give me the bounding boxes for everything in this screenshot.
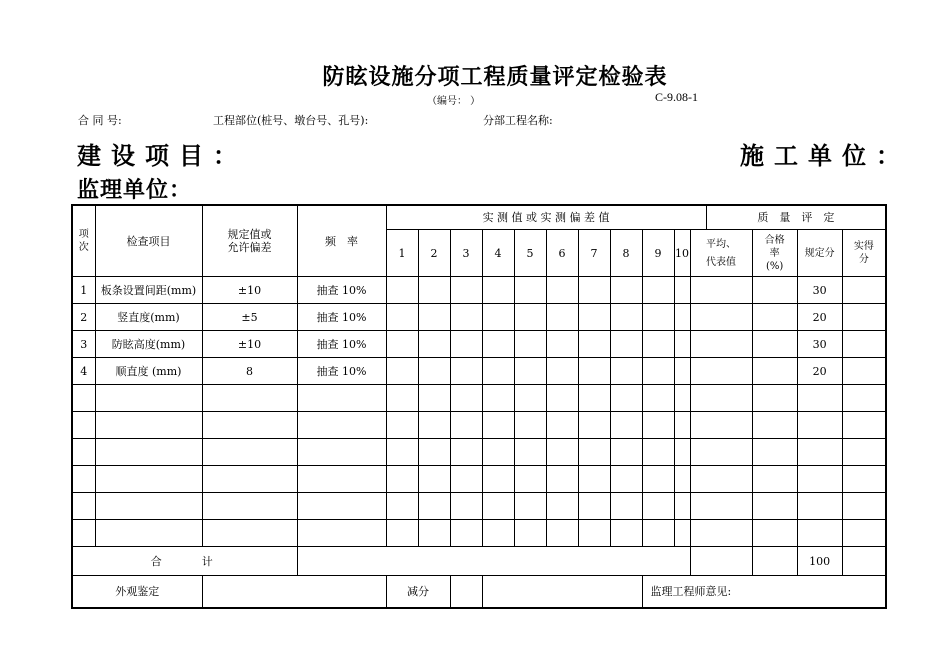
row-check-item: [95, 466, 202, 493]
header-pass-rate-line3: (%): [765, 260, 784, 272]
row-frequency: [297, 439, 386, 466]
row-measured-cell: [546, 412, 578, 439]
row-frequency: [297, 520, 386, 547]
header-average-line2: 代表值: [706, 256, 737, 268]
row-number: [72, 493, 95, 520]
row-pass-rate-cell: [752, 331, 797, 358]
row-average-cell: [690, 385, 752, 412]
row-average-cell: [690, 331, 752, 358]
row-standard-score: [797, 439, 842, 466]
row-measured-cell: [418, 304, 450, 331]
row-pass-rate-cell: [752, 358, 797, 385]
data-rows: [72, 277, 886, 547]
row-measured-cell: [450, 331, 482, 358]
table-row: [72, 493, 886, 520]
table-row: [72, 277, 886, 304]
row-pass-rate-cell: [752, 412, 797, 439]
row-measured-cell: [610, 466, 642, 493]
row-measured-cell: [386, 304, 418, 331]
row-check-item: 防眩高度(mm): [95, 331, 202, 358]
row-measured-cell: [482, 520, 514, 547]
row-number: 1: [72, 277, 95, 304]
row-measured-cell: [546, 385, 578, 412]
header-col-5: 5: [514, 230, 546, 277]
row-actual-score-cell: [842, 304, 886, 331]
deduct-value: [450, 576, 482, 609]
row-standard-score: [797, 466, 842, 493]
row-actual-score-cell: [842, 358, 886, 385]
header-average-line1: 平均、: [706, 238, 737, 250]
table-row: [72, 520, 886, 547]
row-measured-cell: [546, 439, 578, 466]
row-measured-cell: [386, 466, 418, 493]
total-measured-cell: [297, 547, 690, 576]
row-measured-cell: [514, 493, 546, 520]
row-average-cell: [690, 466, 752, 493]
row-standard-score: [797, 520, 842, 547]
row-measured-cell: [514, 412, 546, 439]
row-measured-cell: [450, 520, 482, 547]
row-measured-cell: [578, 331, 610, 358]
row-frequency: [297, 466, 386, 493]
row-measured-cell: [386, 277, 418, 304]
row-standard-score: [797, 412, 842, 439]
row-number: [72, 439, 95, 466]
row-measured-cell: [610, 385, 642, 412]
row-measured-cell: [546, 466, 578, 493]
row-measured-cell: [450, 304, 482, 331]
row-measured-cell: [418, 466, 450, 493]
row-measured-cell: [546, 331, 578, 358]
total-actual-cell: [842, 547, 886, 576]
appearance-value: [202, 576, 386, 609]
row-measured-cell: [642, 520, 674, 547]
total-average-cell: [690, 547, 752, 576]
header-actual-score: [842, 230, 886, 277]
row-measured-cell: [482, 466, 514, 493]
header-measured: 实 测 值 或 实 测 偏 差 值: [386, 205, 706, 230]
row-measured-cell: [642, 331, 674, 358]
row-measured-cell: [674, 412, 690, 439]
row-frequency: [297, 493, 386, 520]
row-average-cell: [690, 439, 752, 466]
row-measured-cell: [418, 520, 450, 547]
header-spec-line2: 允许偏差: [227, 241, 272, 254]
row-measured-cell: [578, 358, 610, 385]
table-row: [72, 358, 886, 385]
row-measured-cell: [674, 493, 690, 520]
row-check-item: [95, 412, 202, 439]
row-measured-cell: [482, 493, 514, 520]
header-col-6: 6: [546, 230, 578, 277]
deduct-label: 减分: [386, 576, 450, 609]
row-measured-cell: [450, 358, 482, 385]
row-measured-cell: [418, 358, 450, 385]
row-measured-cell: [482, 304, 514, 331]
header-pass-rate: [752, 230, 797, 277]
header-spec-line1: 规定值或: [227, 228, 272, 241]
row-measured-cell: [642, 304, 674, 331]
row-measured-cell: [482, 385, 514, 412]
row-actual-score-cell: [842, 466, 886, 493]
row-measured-cell: [578, 493, 610, 520]
row-measured-cell: [578, 304, 610, 331]
row-measured-cell: [610, 439, 642, 466]
row-measured-cell: [386, 493, 418, 520]
row-spec: [202, 439, 297, 466]
total-score: 100: [797, 547, 842, 576]
row-check-item: [95, 493, 202, 520]
row-spec: 8: [202, 358, 297, 385]
row-spec: [202, 493, 297, 520]
row-number: [72, 466, 95, 493]
row-measured-cell: [642, 493, 674, 520]
row-measured-cell: [610, 358, 642, 385]
row-number: 4: [72, 358, 95, 385]
row-measured-cell: [386, 412, 418, 439]
form-code: C-9.08-1: [655, 90, 698, 104]
row-measured-cell: [386, 520, 418, 547]
row-measured-cell: [482, 331, 514, 358]
sub-project-label: 分部工程名称:: [483, 114, 553, 127]
row-measured-cell: [578, 277, 610, 304]
row-frequency: 抽查 10%: [297, 331, 386, 358]
row-frequency: 抽查 10%: [297, 304, 386, 331]
row-measured-cell: [674, 466, 690, 493]
row-measured-cell: [514, 385, 546, 412]
table-row: [72, 412, 886, 439]
row-measured-cell: [546, 520, 578, 547]
header-col-1: 1: [386, 230, 418, 277]
row-measured-cell: [482, 277, 514, 304]
table-row: [72, 439, 886, 466]
header-col-3: 3: [450, 230, 482, 277]
row-standard-score: 20: [797, 358, 842, 385]
row-average-cell: [690, 412, 752, 439]
row-measured-cell: [610, 304, 642, 331]
row-measured-cell: [610, 412, 642, 439]
row-measured-cell: [642, 358, 674, 385]
header-col-10: 10: [674, 230, 690, 277]
row-check-item: [95, 385, 202, 412]
row-average-cell: [690, 493, 752, 520]
row-frequency: [297, 412, 386, 439]
row-measured-cell: [482, 439, 514, 466]
table-row: [72, 331, 886, 358]
row-measured-cell: [418, 277, 450, 304]
row-measured-cell: [450, 412, 482, 439]
row-measured-cell: [450, 493, 482, 520]
row-pass-rate-cell: [752, 466, 797, 493]
row-actual-score-cell: [842, 520, 886, 547]
row-measured-cell: [674, 331, 690, 358]
row-pass-rate-cell: [752, 439, 797, 466]
table-row: [72, 466, 886, 493]
row-standard-score: 20: [797, 304, 842, 331]
row-measured-cell: [578, 439, 610, 466]
row-average-cell: [690, 304, 752, 331]
row-number: [72, 412, 95, 439]
row-frequency: 抽查 10%: [297, 277, 386, 304]
row-check-item: [95, 520, 202, 547]
row-actual-score-cell: [842, 412, 886, 439]
row-measured-cell: [514, 520, 546, 547]
appearance-label: 外观鉴定: [72, 576, 202, 609]
row-pass-rate-cell: [752, 385, 797, 412]
row-measured-cell: [578, 385, 610, 412]
total-label: 合 计: [72, 547, 297, 576]
table-row: [72, 304, 886, 331]
row-measured-cell: [610, 520, 642, 547]
row-measured-cell: [482, 412, 514, 439]
row-pass-rate-cell: [752, 520, 797, 547]
header-check-item: 检查项目: [95, 205, 202, 277]
engineer-opinion-label: 监理工程师意见:: [642, 576, 886, 609]
row-spec: ±10: [202, 277, 297, 304]
row-measured-cell: [578, 520, 610, 547]
row-measured-cell: [386, 358, 418, 385]
row-measured-cell: [642, 385, 674, 412]
row-measured-cell: [674, 304, 690, 331]
row-pass-rate-cell: [752, 304, 797, 331]
row-measured-cell: [674, 520, 690, 547]
table-row: [72, 385, 886, 412]
row-measured-cell: [610, 331, 642, 358]
row-measured-cell: [450, 385, 482, 412]
row-spec: ±10: [202, 331, 297, 358]
row-measured-cell: [482, 358, 514, 385]
row-measured-cell: [642, 277, 674, 304]
row-number: [72, 520, 95, 547]
project-label: 建设项目：: [77, 141, 247, 170]
row-measured-cell: [514, 439, 546, 466]
header-quality: 质 量 评 定: [706, 205, 886, 230]
row-measured-cell: [514, 466, 546, 493]
row-measured-cell: [546, 358, 578, 385]
row-measured-cell: [514, 304, 546, 331]
row-measured-cell: [418, 331, 450, 358]
row-measured-cell: [514, 331, 546, 358]
header-col-9: 9: [642, 230, 674, 277]
row-measured-cell: [418, 385, 450, 412]
row-measured-cell: [674, 385, 690, 412]
row-spec: [202, 466, 297, 493]
row-frequency: [297, 385, 386, 412]
row-average-cell: [690, 277, 752, 304]
row-check-item: 板条设置间距(mm): [95, 277, 202, 304]
header-pass-rate-line1: 合格: [764, 234, 785, 246]
row-measured-cell: [642, 439, 674, 466]
row-measured-cell: [546, 493, 578, 520]
row-measured-cell: [386, 439, 418, 466]
form-title: 防眩设施分项工程质量评定检验表: [322, 64, 668, 90]
row-measured-cell: [610, 493, 642, 520]
header-pass-rate-line2: 率: [769, 247, 780, 259]
row-measured-cell: [642, 466, 674, 493]
row-standard-score: 30: [797, 277, 842, 304]
row-spec: [202, 385, 297, 412]
row-actual-score-cell: [842, 385, 886, 412]
row-standard-score: 30: [797, 331, 842, 358]
row-measured-cell: [418, 439, 450, 466]
header-col-7: 7: [578, 230, 610, 277]
row-actual-score-cell: [842, 493, 886, 520]
row-standard-score: [797, 493, 842, 520]
row-measured-cell: [418, 412, 450, 439]
row-measured-cell: [578, 466, 610, 493]
row-measured-cell: [546, 277, 578, 304]
row-measured-cell: [514, 358, 546, 385]
header-actual-score-line1: 实得: [853, 241, 874, 252]
row-measured-cell: [386, 331, 418, 358]
row-measured-cell: [450, 439, 482, 466]
contract-no-label: 合 同 号:: [78, 114, 122, 127]
row-measured-cell: [674, 277, 690, 304]
row-measured-cell: [450, 277, 482, 304]
row-measured-cell: [514, 277, 546, 304]
header-actual-score-line2: 分: [858, 254, 869, 265]
row-check-item: 竖直度(mm): [95, 304, 202, 331]
header-item-no: 项次: [72, 205, 95, 277]
row-measured-cell: [642, 412, 674, 439]
row-spec: [202, 412, 297, 439]
header-col-8: 8: [610, 230, 642, 277]
row-actual-score-cell: [842, 331, 886, 358]
deduct-note: [482, 576, 642, 609]
row-spec: [202, 520, 297, 547]
row-actual-score-cell: [842, 439, 886, 466]
row-pass-rate-cell: [752, 493, 797, 520]
total-pass-cell: [752, 547, 797, 576]
header-standard-score: 规定分: [797, 230, 842, 277]
row-frequency: 抽查 10%: [297, 358, 386, 385]
row-measured-cell: [546, 304, 578, 331]
row-measured-cell: [386, 385, 418, 412]
row-average-cell: [690, 520, 752, 547]
contractor-label: 施工单位：: [740, 141, 910, 170]
row-measured-cell: [674, 358, 690, 385]
row-measured-cell: [418, 493, 450, 520]
inspection-table: [71, 204, 887, 609]
row-check-item: 顺直度 (mm): [95, 358, 202, 385]
header-average: [690, 230, 752, 277]
row-measured-cell: [610, 277, 642, 304]
row-spec: ±5: [202, 304, 297, 331]
row-check-item: [95, 439, 202, 466]
row-measured-cell: [674, 439, 690, 466]
row-actual-score-cell: [842, 277, 886, 304]
row-number: 2: [72, 304, 95, 331]
row-average-cell: [690, 358, 752, 385]
header-spec: [202, 205, 297, 277]
row-standard-score: [797, 385, 842, 412]
row-pass-rate-cell: [752, 277, 797, 304]
row-measured-cell: [450, 466, 482, 493]
location-label: 工程部位(桩号、墩台号、孔号):: [213, 114, 369, 127]
serial-number-label: （编号： ）: [427, 96, 481, 107]
header-col-4: 4: [482, 230, 514, 277]
row-number: [72, 385, 95, 412]
supervisor-label: 监理单位：: [77, 177, 193, 203]
row-measured-cell: [578, 412, 610, 439]
row-number: 3: [72, 331, 95, 358]
header-frequency: 频 率: [297, 205, 386, 277]
header-col-2: 2: [418, 230, 450, 277]
